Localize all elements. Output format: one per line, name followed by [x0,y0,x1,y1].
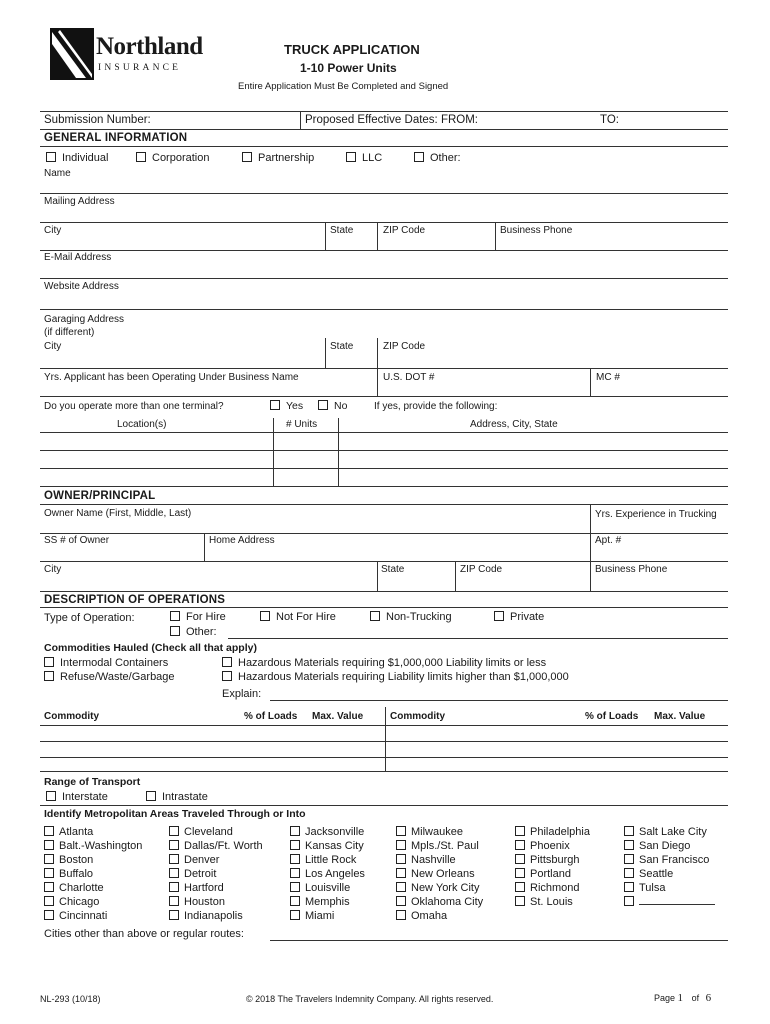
metro-item[interactable]: Tulsa [624,881,715,895]
checkbox[interactable] [346,152,356,162]
form-number: NL-293 (10/18) [40,994,101,1004]
checkbox[interactable] [44,882,54,892]
checkbox[interactable] [515,896,525,906]
checkbox[interactable] [169,910,179,920]
commodities-heading: Commodities Hauled (Check all that apply) [44,642,257,654]
checkbox[interactable] [222,671,232,681]
checkbox[interactable] [44,826,54,836]
garaging-state-label: State [330,341,354,352]
metro-column-1 [44,825,142,923]
checkbox[interactable] [624,826,634,836]
garaging-if-different: (if different) [44,327,95,338]
northland-logo [46,28,203,80]
checkbox[interactable] [396,826,406,836]
checkbox[interactable] [169,854,179,864]
checkbox[interactable] [46,152,56,162]
metro-item[interactable]: Nashville [396,853,483,867]
checkbox[interactable] [515,854,525,864]
metro-item[interactable]: Hartford [169,881,263,895]
checkbox[interactable] [290,868,300,878]
metro-item[interactable]: Memphis [290,895,365,909]
other-city-line[interactable] [639,895,715,905]
checkbox[interactable] [169,882,179,892]
commodity-intermodal[interactable]: Intermodal Containers [44,657,168,669]
checkbox[interactable] [624,840,634,850]
owner-zip-label: ZIP Code [460,564,503,575]
metro-item[interactable]: Philadelphia [515,825,590,839]
zip-label: ZIP Code [383,225,426,236]
metro-item[interactable]: Mpls./St. Paul [396,839,483,853]
entity-other[interactable]: Other: [414,152,461,164]
metro-item[interactable]: Pittsburgh [515,853,590,867]
garaging-zip-label: ZIP Code [383,341,426,352]
checkbox[interactable] [44,854,54,864]
checkbox[interactable] [290,882,300,892]
completion-note: Entire Application Must Be Completed and Signed [238,81,449,92]
metro-column-4 [396,825,483,923]
entity-partnership[interactable]: Partnership [242,152,314,164]
website-label: Website Address [44,281,119,292]
business-phone-label: Business Phone [500,225,573,236]
col-commodity-right: Commodity [390,711,445,722]
submission-number-label: Submission Number: [44,114,151,126]
checkbox[interactable] [169,868,179,878]
mc-number-label: MC # [596,372,620,383]
metro-column-5 [515,825,590,909]
commodity-refuse[interactable]: Refuse/Waste/Garbage [44,671,175,683]
checkbox[interactable] [290,896,300,906]
effective-dates-label: Proposed Effective Dates: FROM: [305,114,478,126]
metro-item[interactable]: Cleveland [169,825,263,839]
owner-heading: OWNER/PRINCIPAL [44,490,156,502]
metro-item[interactable]: Cincinnati [44,909,142,923]
metro-item[interactable]: Kansas City [290,839,365,853]
owner-phone-label: Business Phone [595,564,668,575]
if-yes-label: If yes, provide the following: [374,401,498,412]
checkbox[interactable] [290,840,300,850]
checkbox[interactable] [290,854,300,864]
owner-state-label: State [381,564,405,575]
metro-item[interactable]: Los Angeles [290,867,365,881]
checkbox[interactable] [44,657,54,667]
checkbox[interactable] [170,626,180,636]
apt-label: Apt. # [595,535,622,546]
checkbox[interactable] [396,840,406,850]
checkbox[interactable] [414,152,424,162]
terminal-row[interactable] [40,450,728,451]
state-label: State [330,225,354,236]
owner-name-label: Owner Name (First, Middle, Last) [44,508,192,519]
garaging-address-label: Garaging Address [44,314,125,325]
metro-item[interactable]: Jacksonville [290,825,365,839]
terminal-yes[interactable]: Yes [270,400,303,412]
type-of-operation-label: Type of Operation: [44,612,135,624]
checkbox[interactable] [170,611,180,621]
dot-number-label: U.S. DOT # [383,372,435,383]
commodity-row[interactable] [40,741,728,742]
op-private[interactable]: Private [494,611,544,623]
form-title: TRUCK APPLICATION [284,42,420,57]
checkbox[interactable] [242,152,252,162]
hazmat-high-limit[interactable]: Hazardous Materials requiring Liability limits higher than $1,000,000 [222,671,569,683]
city-label: City [44,225,62,236]
page-indicator: Page 1 of 6 [654,992,712,1004]
metro-item[interactable]: Oklahoma City [396,895,483,909]
checkbox[interactable] [396,854,406,864]
checkbox[interactable] [515,840,525,850]
email-label: E-Mail Address [44,252,112,263]
metro-item[interactable]: Little Rock [290,853,365,867]
col-address: Address, City, State [470,419,558,430]
commodity-row[interactable] [40,757,728,758]
terminal-row[interactable] [40,486,728,487]
metro-other-city[interactable] [624,895,715,909]
metro-item[interactable]: San Diego [624,839,715,853]
metro-item[interactable]: Boston [44,853,142,867]
col-commodity-left: Commodity [44,711,99,722]
checkbox[interactable] [515,826,525,836]
metro-item[interactable]: Salt Lake City [624,825,715,839]
range-interstate[interactable]: Interstate [46,791,108,803]
metro-item[interactable]: Chicago [44,895,142,909]
hazmat-low-limit[interactable]: Hazardous Materials requiring $1,000,000 Liability limits or less [222,657,546,669]
form-subtitle: 1-10 Power Units [300,61,397,75]
range-heading: Range of Transport [44,776,141,788]
checkbox[interactable] [370,611,380,621]
range-intrastate[interactable]: Intrastate [146,791,208,803]
effective-to-label: TO: [600,114,619,126]
metro-item[interactable]: Seattle [624,867,715,881]
operations-heading: DESCRIPTION OF OPERATIONS [44,594,226,606]
home-address-label: Home Address [209,535,275,546]
checkbox[interactable] [624,896,634,906]
metro-item[interactable]: Milwaukee [396,825,483,839]
years-operating-label: Yrs. Applicant has been Operating Under Business Name [44,372,299,383]
name-label: Name [44,168,71,179]
checkbox[interactable] [396,896,406,906]
copyright: © 2018 The Travelers Indemnity Company. All rights reserved. [246,994,494,1004]
checkbox[interactable] [44,840,54,850]
metro-item[interactable]: Omaha [396,909,483,923]
metro-column-2 [169,825,263,923]
terminal-no[interactable]: No [318,400,347,412]
garaging-city-label: City [44,341,62,352]
logo-mark-icon [46,28,94,80]
op-non-trucking[interactable]: Non-Trucking [370,611,452,623]
metro-column-6 [624,825,715,909]
owner-city-label: City [44,564,62,575]
explain-label: Explain: [222,688,262,700]
op-other[interactable]: Other: [170,626,217,638]
checkbox[interactable] [515,868,525,878]
checkbox[interactable] [46,791,56,801]
logo-subtext: INSURANCE [98,63,182,73]
checkbox[interactable] [318,400,328,410]
checkbox[interactable] [290,910,300,920]
checkbox[interactable] [136,152,146,162]
metro-item[interactable]: Denver [169,853,263,867]
metro-heading: Identify Metropolitan Areas Traveled Through or Into [44,808,306,820]
checkbox[interactable] [624,854,634,864]
metro-item[interactable]: Miami [290,909,365,923]
metro-item[interactable]: Buffalo [44,867,142,881]
checkbox[interactable] [624,882,634,892]
checkbox[interactable] [146,791,156,801]
mailing-address-label: Mailing Address [44,196,115,207]
metro-item[interactable]: Balt.-Washington [44,839,142,853]
metro-item[interactable]: Louisville [290,881,365,895]
checkbox[interactable] [396,882,406,892]
metro-item[interactable]: Richmond [515,881,590,895]
metro-item[interactable]: New Orleans [396,867,483,881]
checkbox[interactable] [44,910,54,920]
op-other-line[interactable] [228,638,728,639]
col-loads-right: % of Loads [585,711,639,722]
terminal-row[interactable] [40,468,728,469]
experience-label: Yrs. Experience in Trucking [595,509,717,520]
checkbox[interactable] [396,868,406,878]
checkbox[interactable] [260,611,270,621]
other-cities-label: Cities other than above or regular routes: [44,928,244,940]
col-units: # Units [286,419,318,430]
checkbox[interactable] [494,611,504,621]
terminal-question: Do you operate more than one terminal? [44,401,224,412]
checkbox[interactable] [169,840,179,850]
ss-label: SS # of Owner [44,535,110,546]
checkbox[interactable] [270,400,280,410]
checkbox[interactable] [169,896,179,906]
checkbox[interactable] [44,896,54,906]
checkbox[interactable] [290,826,300,836]
metro-item[interactable]: Indianapolis [169,909,263,923]
metro-item[interactable]: New York City [396,881,483,895]
other-cities-line[interactable] [270,940,728,941]
checkbox[interactable] [396,910,406,920]
explain-line[interactable] [270,700,728,701]
general-info-heading: GENERAL INFORMATION [44,132,188,144]
metro-column-3 [290,825,365,923]
metro-item[interactable]: St. Louis [515,895,590,909]
col-locations: Location(s) [117,419,167,430]
logo-wordmark: Northland [96,33,203,60]
col-max-right: Max. Value [654,711,706,722]
checkbox[interactable] [624,868,634,878]
metro-item[interactable]: Portland [515,867,590,881]
metro-item[interactable]: Detroit [169,867,263,881]
metro-item[interactable]: Charlotte [44,881,142,895]
metro-item[interactable]: Houston [169,895,263,909]
metro-item[interactable]: Atlanta [44,825,142,839]
col-max-left: Max. Value [312,711,364,722]
checkbox[interactable] [169,826,179,836]
checkbox[interactable] [44,868,54,878]
entity-corporation[interactable]: Corporation [136,152,209,164]
metro-item[interactable]: Dallas/Ft. Worth [169,839,263,853]
checkbox[interactable] [222,657,232,667]
commodity-row[interactable] [40,771,728,772]
op-not-for-hire[interactable]: Not For Hire [260,611,336,623]
checkbox[interactable] [515,882,525,892]
checkbox[interactable] [44,671,54,681]
entity-llc[interactable]: LLC [346,152,382,164]
entity-individual[interactable]: Individual [46,152,108,164]
col-loads-left: % of Loads [244,711,298,722]
op-for-hire[interactable]: For Hire [170,611,226,623]
metro-item[interactable]: Phoenix [515,839,590,853]
metro-item[interactable]: San Francisco [624,853,715,867]
